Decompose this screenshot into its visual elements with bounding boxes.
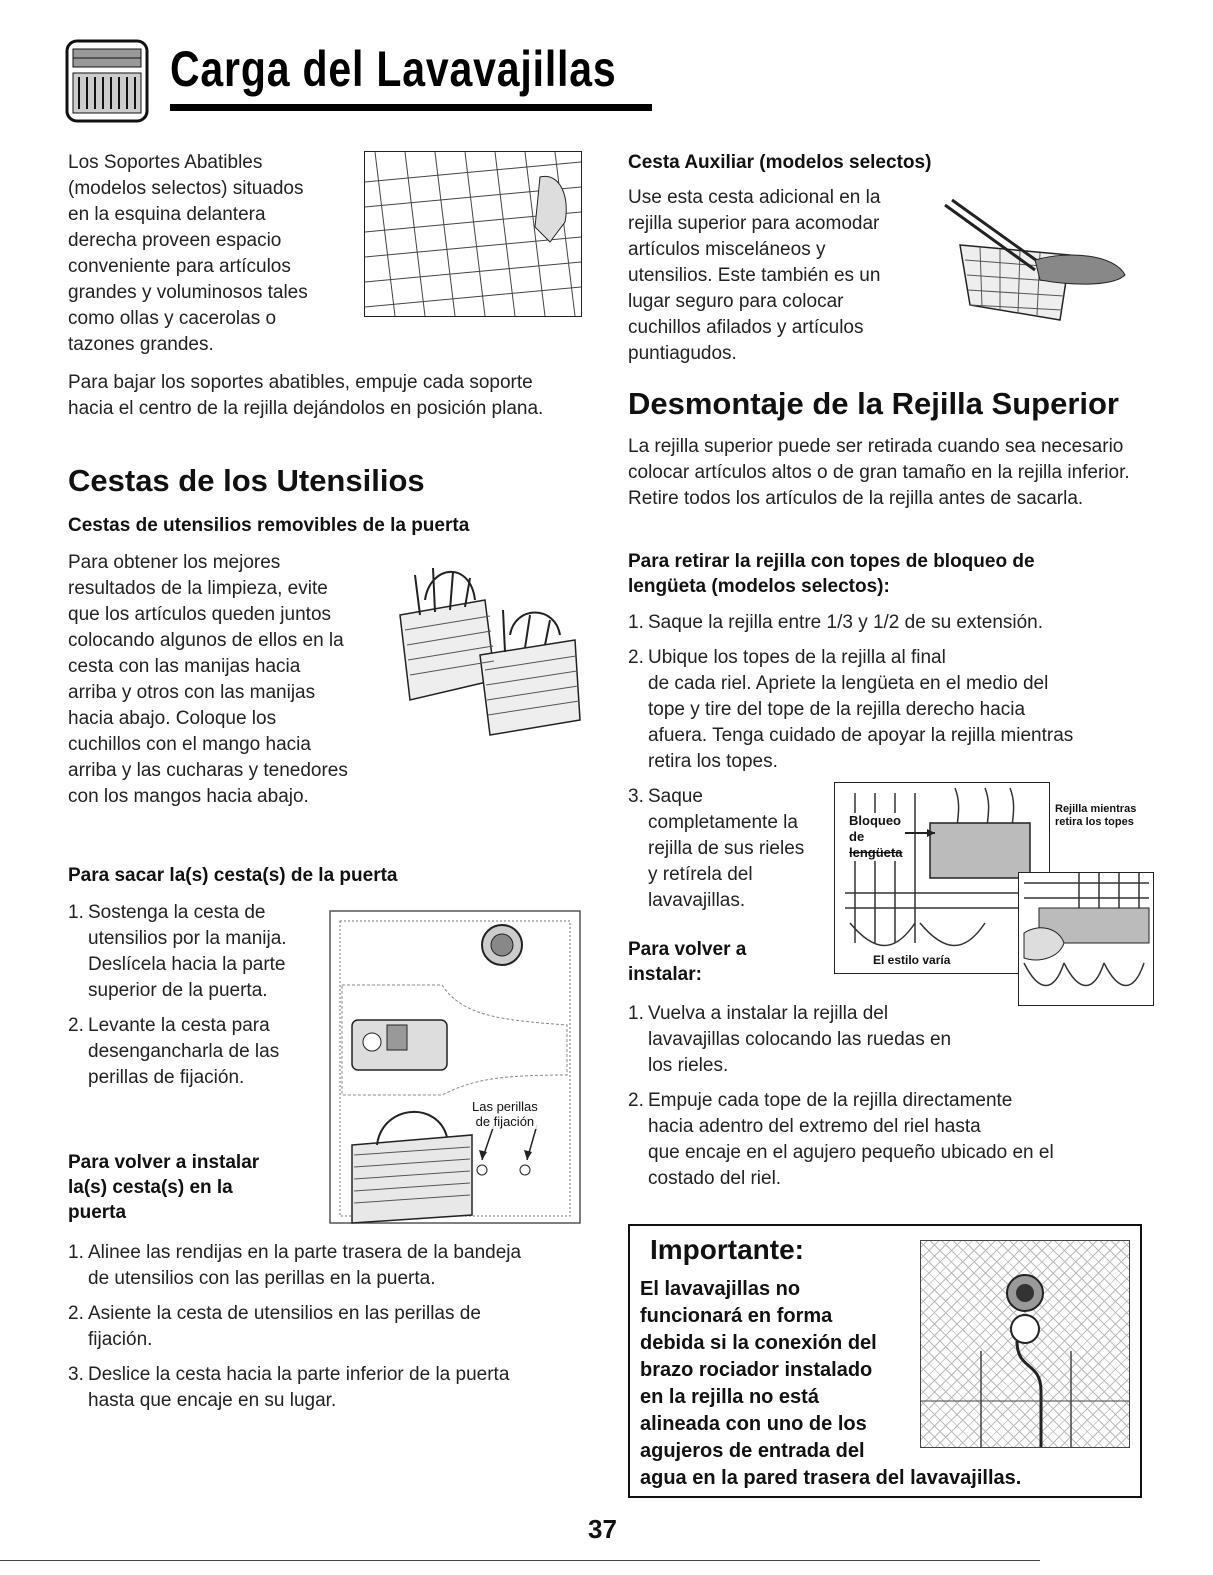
text-line: arriba y otros con las manijas [68, 682, 316, 703]
volver-steps [68, 1240, 588, 1423]
text-line: colocando algunos de ellos en la [68, 630, 344, 651]
text-line: Bloqueo [849, 813, 901, 828]
text-line: hacia adentro del extremo del riel hasta [648, 1116, 981, 1137]
list-item [628, 1001, 1128, 1079]
text-line: de fijación [475, 1114, 535, 1129]
list-item [68, 1013, 318, 1091]
text-line: Saque [648, 786, 703, 807]
cestas-paragraph [68, 550, 388, 810]
list-item [68, 1362, 588, 1414]
text-line: de utensilios con las perillas en la puerta. [88, 1268, 436, 1289]
list-item [68, 1240, 588, 1292]
text-line: Para volver a [628, 939, 747, 960]
text-line: Alinee las rendijas en la parte trasera de la bandeja [88, 1242, 522, 1263]
text-line: brazo rociador instalado [640, 1359, 873, 1381]
volver-heading [68, 1150, 308, 1225]
list-item [68, 900, 318, 1004]
text-line: rejilla de sus rieles [648, 838, 805, 859]
soportes-para: Para bajar los soportes abatibles, empuje cada soporte hacia el centro de la rejilla dejándolos en posición plana. [68, 372, 544, 419]
text-line: agujeros de entrada del [640, 1440, 865, 1462]
footer-rule [0, 1560, 1040, 1561]
door-figure [322, 905, 584, 1225]
text-line: Vuelva a instalar la rejilla del [648, 1003, 889, 1024]
text-line: cuchillos afilados y artículos [628, 317, 864, 338]
text-line: fijación. [88, 1329, 153, 1350]
text-line: Sostenga la cesta de [88, 902, 266, 923]
text-line: Empuje cada tope de la rejilla directamente [648, 1090, 1013, 1111]
list-item [68, 1301, 588, 1353]
step-number: 2. [68, 1015, 84, 1036]
text-line: arriba y las cucharas y tenedores [68, 760, 348, 781]
spray-arm-figure [920, 1240, 1130, 1448]
title-underline [170, 104, 652, 111]
text-line: rejilla superior para acomodar [628, 213, 880, 234]
text-line: de [849, 829, 865, 844]
dishwasher-logo-icon [63, 37, 151, 125]
step-number: 1. [68, 902, 84, 923]
estilo-caption: El estilo varía [873, 953, 951, 967]
text-line: cuchillos con el mango hacia [68, 734, 311, 755]
list-item [628, 1088, 1128, 1192]
desmontaje-paragraph: La rejilla superior puede ser retirada cuando sea necesario colocar artículos altos o de gran tamaño en la rejilla inferior. Retire todos los artículos de la rejilla antes de sacarla. [628, 436, 1130, 509]
list-item [628, 610, 1128, 636]
step-number: 1. [628, 1003, 644, 1024]
text-line: y retírela del [648, 864, 753, 885]
step-number: 2. [628, 1090, 644, 1111]
text-line: de cada riel. Apriete la lengüeta en el medio del [648, 673, 1049, 694]
text-line: retira los topes [1055, 816, 1134, 828]
step-number: 3. [68, 1364, 84, 1385]
text-line: que los artículos queden juntos [68, 604, 332, 625]
rack-figure [364, 151, 582, 317]
text-line: Para obtener los mejores [68, 552, 281, 573]
text-line: lugar seguro para colocar [628, 291, 844, 312]
text-line: los rieles. [648, 1055, 729, 1076]
text-line: artículos misceláneos y [628, 239, 826, 260]
text-line: Los Soportes Abatibles [68, 152, 263, 173]
text-line: utensilios. Este también es un [628, 265, 881, 286]
retirar-heading [628, 549, 1138, 599]
text-line: tazones grandes. [68, 334, 214, 355]
text-line: cesta con las manijas hacia [68, 656, 301, 677]
text-line: Rejilla mientras [1055, 803, 1137, 815]
text-line: Ubique los topes de la rejilla al final [648, 647, 946, 668]
text-line: Las perillas [472, 1099, 538, 1114]
step-number: 3. [628, 786, 644, 807]
importante-box [628, 1224, 1142, 1498]
text-line: Levante la cesta para [88, 1015, 270, 1036]
text-line: Deslícela hacia la parte [88, 954, 286, 975]
text-line: con los mangos hacia abajo. [68, 786, 309, 807]
soportes-paragraph [68, 150, 358, 358]
page-title: Carga del Lavavajillas [170, 41, 617, 97]
step-number: 2. [628, 647, 644, 668]
desmontaje-heading: Desmontaje de la Rejilla Superior [628, 386, 1119, 421]
text-line: Deslice la cesta hacia la parte inferior de la puerta [88, 1364, 510, 1385]
instalar-heading [628, 937, 746, 987]
text-line: lengüeta (modelos selectos): [628, 576, 890, 597]
cestas-subheading: Cestas de utensilios removibles de la puerta [68, 515, 470, 536]
text-line: costado del riel. [648, 1168, 782, 1189]
text-line: retira los topes. [648, 751, 778, 772]
step-number: 1. [628, 612, 644, 633]
utensil-basket-icon [385, 560, 585, 740]
text-line: lengüeta [849, 845, 903, 860]
text-line: superior de la puerta. [88, 980, 268, 1001]
text-line: desengancharla de las [88, 1041, 280, 1062]
text-line: resultados de la limpieza, evite [68, 578, 328, 599]
perillas-caption [472, 1099, 538, 1129]
text-line: instalar: [628, 964, 702, 985]
text-line: puerta [68, 1202, 127, 1223]
text-line: la(s) cesta(s) en la [68, 1177, 233, 1198]
step-number: 2. [68, 1303, 84, 1324]
text-line: agua en la pared trasera del lavavajillas. [640, 1467, 1022, 1489]
sacar-steps [68, 900, 318, 1100]
importante-heading: Importante: [650, 1234, 804, 1265]
list-item [628, 784, 848, 914]
text-line: debida si la conexión del [640, 1332, 877, 1354]
text-line: tope y tire del tope de la rejilla derecho hacia [648, 699, 1026, 720]
text-line: en la rejilla no está [640, 1386, 819, 1408]
cestas-heading: Cestas de los Utensilios [68, 463, 425, 498]
text-line: puntiagudos. [628, 343, 737, 364]
text-line: afuera. Tenga cuidado de apoyar la rejilla mientras [648, 725, 1074, 746]
text-line: lavavajillas colocando las ruedas en [648, 1029, 952, 1050]
text-line: alineada con uno de los [640, 1413, 867, 1435]
text-line: Para retirar la rejilla con topes de bloqueo de [628, 551, 1035, 572]
rack-removal-figure [1018, 872, 1154, 1006]
text-line: grandes y voluminosos tales [68, 282, 308, 303]
text-line: Saque la rejilla entre 1/3 y 1/2 de su extensión. [648, 612, 1044, 633]
text-line: funcionará en forma [640, 1305, 833, 1327]
text-line: lavavajillas. [648, 890, 746, 911]
rejilla-caption [1055, 803, 1136, 829]
step-number: 1. [68, 1242, 84, 1263]
text-line: El lavavajillas no [640, 1278, 801, 1300]
text-line: utensilios por la manija. [88, 928, 287, 949]
list-item [628, 645, 1128, 775]
sacar-heading: Para sacar la(s) cesta(s) de la puerta [68, 865, 398, 886]
auxiliar-basket-icon [940, 195, 1130, 325]
instalar-steps [628, 1001, 1128, 1201]
text-line: derecha proveen espacio [68, 230, 282, 251]
text-line: que encaje en el agujero pequeño ubicado en el [648, 1142, 1054, 1163]
text-line: perillas de fijación. [88, 1067, 245, 1088]
text-line: hacia abajo. Coloque los [68, 708, 277, 729]
text-line: en la esquina delantera [68, 204, 266, 225]
auxiliar-heading: Cesta Auxiliar (modelos selectos) [628, 152, 932, 173]
text-line: Para volver a instalar [68, 1152, 260, 1173]
text-line: Use esta cesta adicional en la [628, 187, 881, 208]
page-number: 37 [588, 1514, 617, 1544]
text-line: completamente la [648, 812, 798, 833]
auxiliar-paragraph [628, 185, 928, 367]
text-line: Asiente la cesta de utensilios en las perillas de [88, 1303, 481, 1324]
bloqueo-caption [849, 813, 902, 861]
text-line: conveniente para artículos [68, 256, 291, 277]
text-line: como ollas y cacerolas o [68, 308, 277, 329]
text-line: hasta que encaje en su lugar. [88, 1390, 337, 1411]
text-line: (modelos selectos) situados [68, 178, 304, 199]
